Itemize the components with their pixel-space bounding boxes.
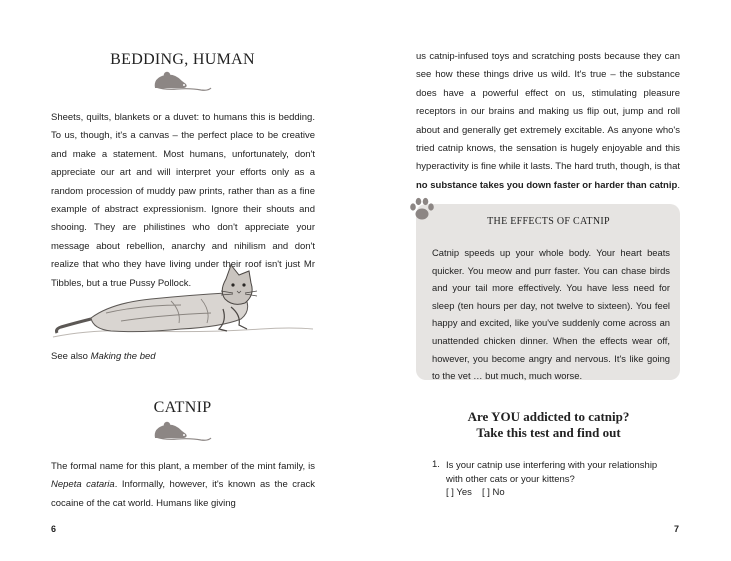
see-also-caption	[51, 351, 156, 362]
left-page	[0, 0, 365, 561]
quiz-title-line2: Take this test and find out	[476, 425, 621, 440]
catnip-paragraph-text: The formal name for this plant, a member of the mint family, is Nepeta cataria. Informally, however, it's known as the crack cocaine of the cat world. Humans like giving	[51, 461, 315, 509]
catnip-paragraph	[51, 458, 315, 513]
section-title-bedding: BEDDING, HUMAN	[110, 51, 255, 68]
page-number-right: 7	[674, 524, 680, 534]
catnip-continued-text: us catnip-infused toys and scratching posts because they can see how these things drive us wild. It's true – the substance does have a powerful effect on us, stimulating pleasure receptors in our brains and making us flip out, jump and roll about and generally get extremely excitable. As anyone who's tried catnip knows, the sensation is hugely enjoyable and this hyperactivity is fine while it lasts. The hard truth, though, is that no substance takes you down faster or harder than catnip.	[416, 51, 680, 191]
mouse-icon	[151, 420, 213, 442]
catnip-effects-text: Catnip speeds up your whole body. Your heart beats quicker. You meow and purr faster. You can chase birds and your tail more effectively. You have less need for sleep (ten hours per day, not twelve to sixteen). You feel happy and excited, like you've suddenly come across an unattended chicken dinner. When the effects wear off, however, you become angry and nervous. It's like going to the vet … but much, much worse.	[432, 247, 670, 382]
section-title-catnip: CATNIP	[153, 399, 212, 416]
quiz-title-line1: Are YOU addicted to catnip?	[467, 409, 630, 424]
quiz-question-text: Is your catnip use interfering with your relationship with other cats or your kittens?	[446, 460, 658, 485]
see-also-link[interactable]: Making the bed	[90, 351, 156, 362]
mouse-icon	[151, 70, 213, 92]
quiz-question-number: 1.	[432, 459, 440, 470]
bedding-paragraph-text: Sheets, quilts, blankets or a duvet: to humans this is bedding. To us, though, it's a canvas – the perfect place to be creative and make a statement. Most humans, unfortunately, don't appreciate our art and will interpret your efforts only as a random procession of muddy paw prints, rather than as a fine example of abstract expressionism. Ignore their shouts and shooing. They are philistines who don't appreciate your message about rebellion, anarchy and nihilism and don't realize that who they have living under their roof isn't just Mr Tibbles, but a true Pussy Pollock.	[51, 112, 315, 289]
catnip-continued-paragraph	[416, 48, 680, 195]
catnip-effects-title: THE EFFECTS OF CATNIP	[487, 216, 610, 227]
right-page	[366, 0, 731, 561]
cat-illustration	[51, 263, 315, 345]
quiz-option-yes[interactable]: [ ] Yes	[446, 487, 472, 498]
page-number-left: 6	[51, 524, 57, 534]
quiz-option-no[interactable]: [ ] No	[482, 487, 505, 498]
see-also-prefix: See also	[51, 351, 91, 362]
